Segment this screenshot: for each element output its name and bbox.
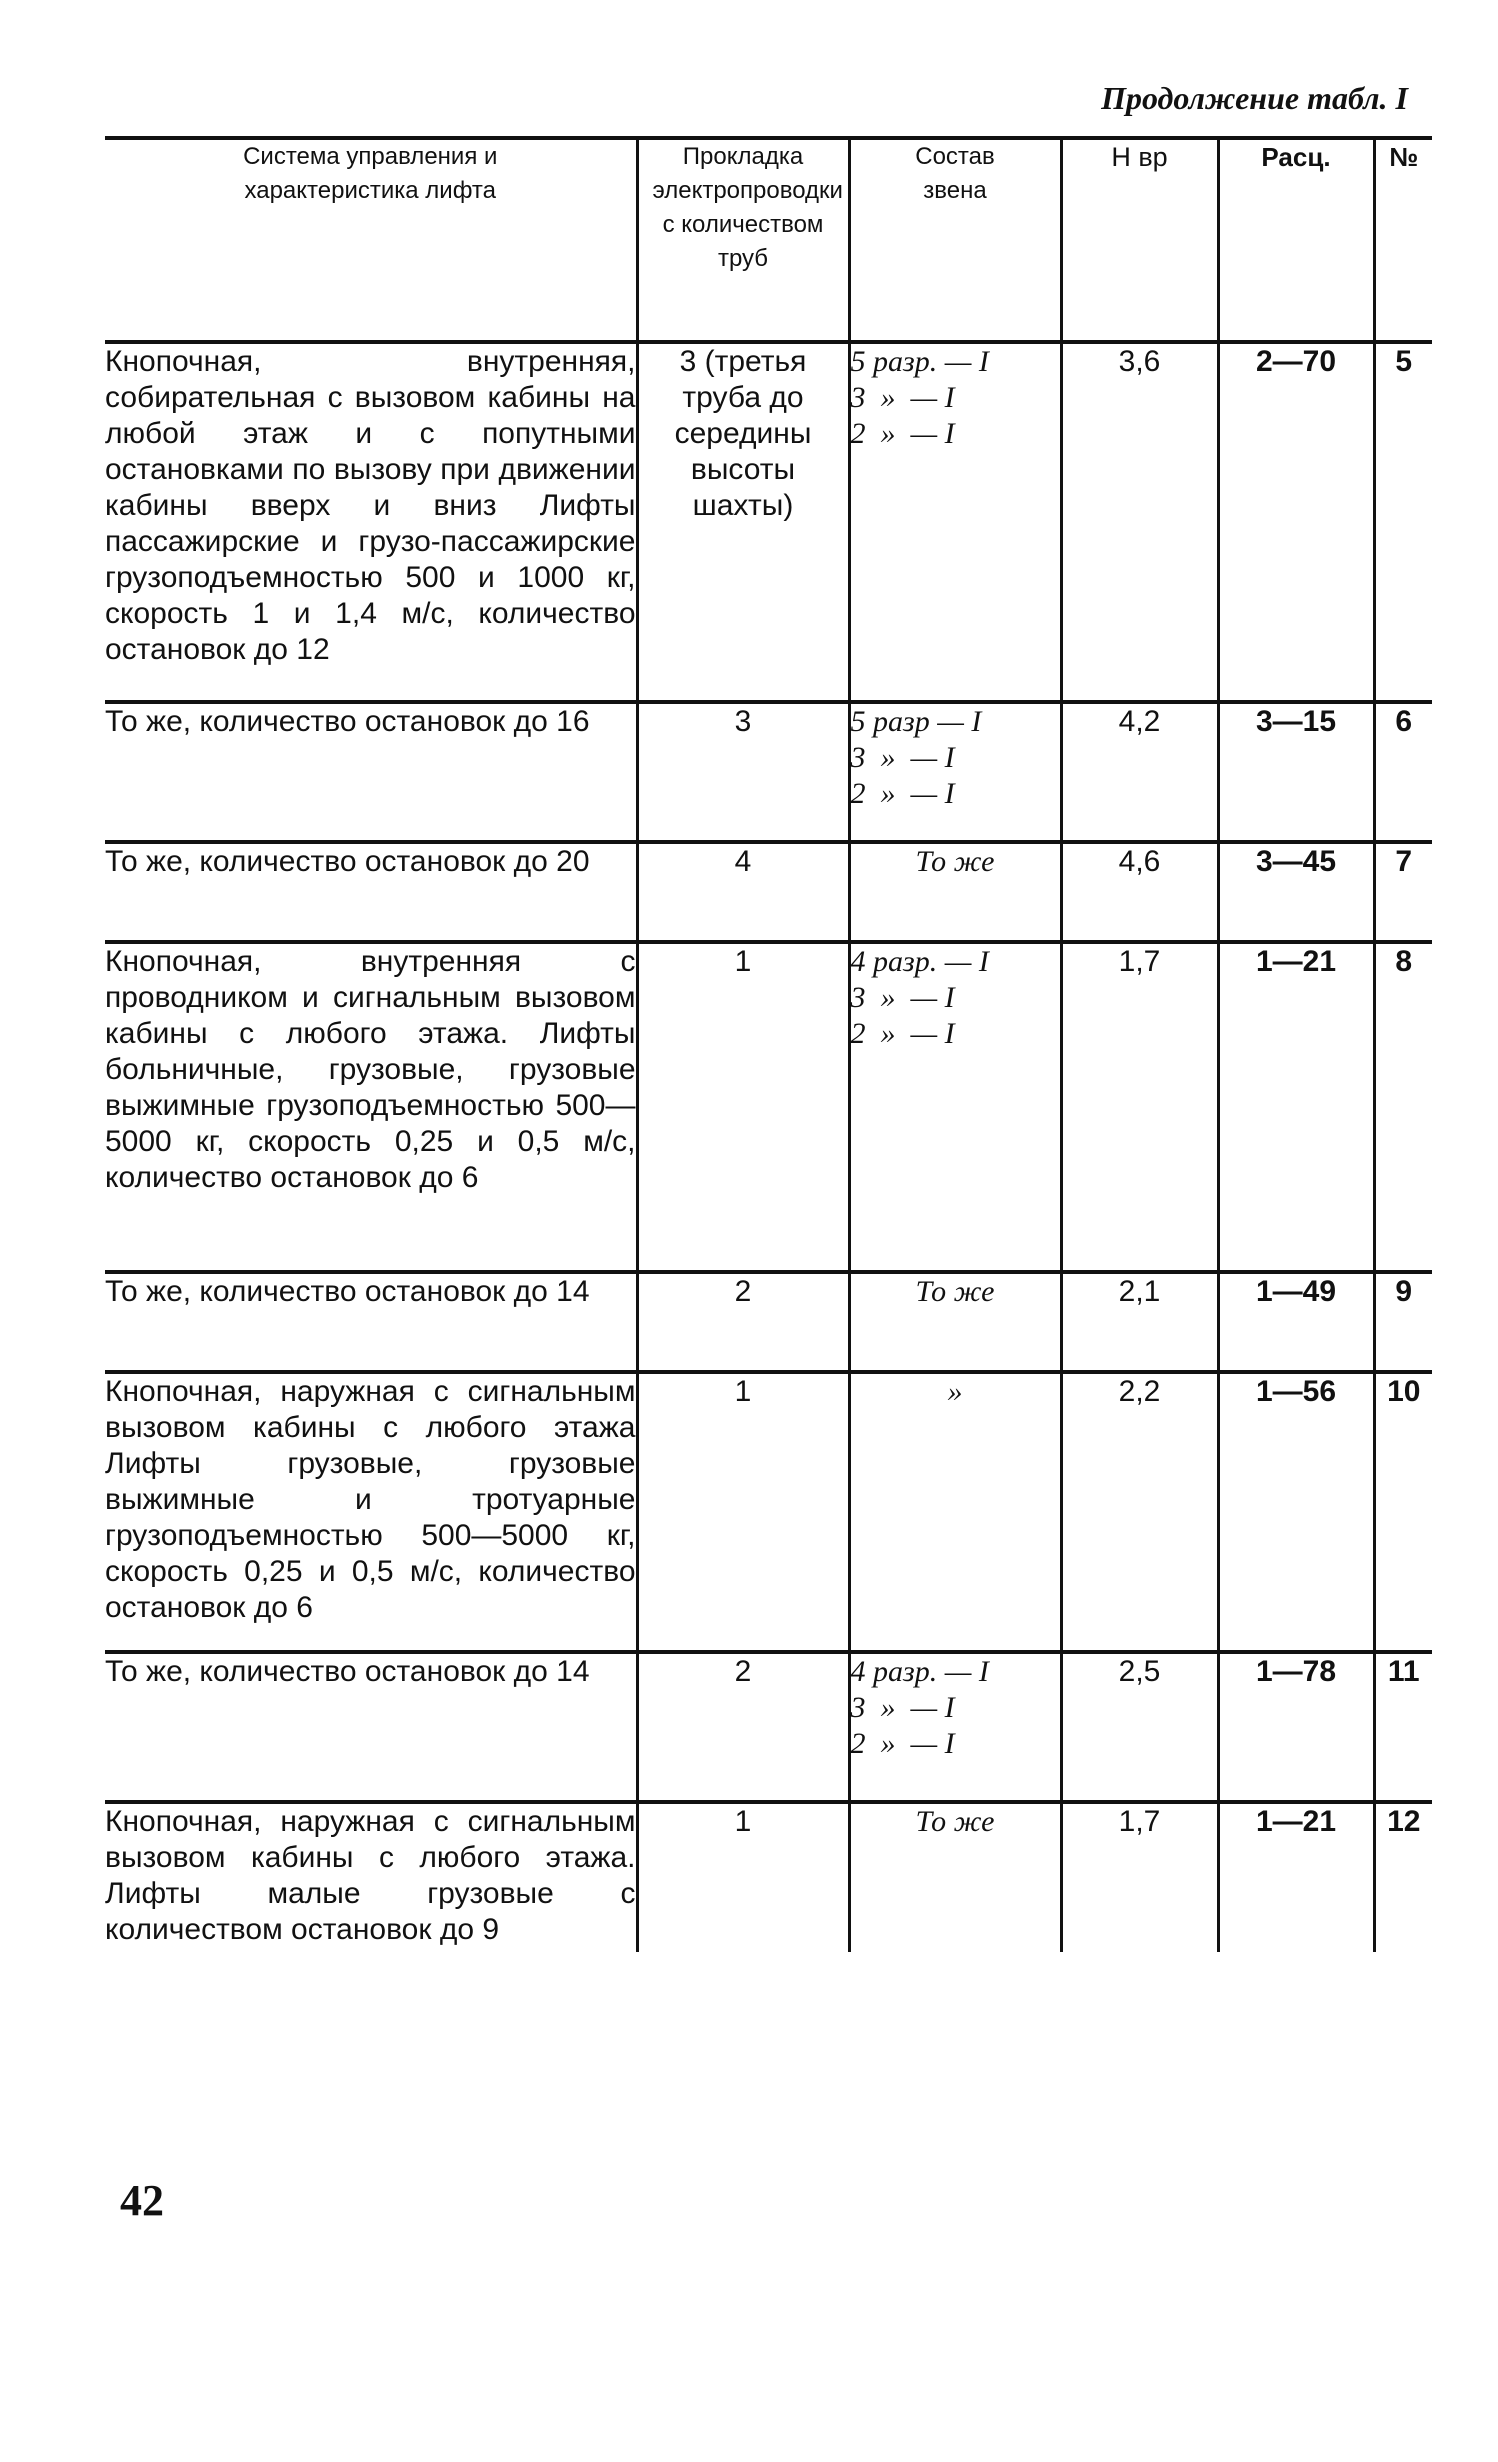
row-team <box>849 342 1061 702</box>
table-row <box>105 1652 1432 1802</box>
row-description: То же, количество остановок до 14 <box>105 1272 637 1372</box>
header-team: Состав звена <box>849 138 1061 342</box>
row-pipes: 4 <box>637 842 849 942</box>
table-row <box>105 702 1432 842</box>
row-rate: 1—21 <box>1218 1802 1374 1952</box>
row-number: 8 <box>1374 942 1432 1272</box>
row-description: Кнопочная, наружная с сигнальным вызовом кабины с любого этажа. Лифты малые грузовые с количеством остановок до 9 <box>105 1805 636 1946</box>
team-line: То же <box>915 1805 995 1838</box>
team-line: 2 » — I <box>850 1727 955 1760</box>
header-norm: Н вр <box>1061 138 1218 342</box>
row-team <box>849 1802 1061 1952</box>
page-number: 42 <box>120 2176 164 2225</box>
row-number: 5 <box>1374 342 1432 702</box>
row-number: 9 <box>1374 1272 1432 1372</box>
row-team <box>849 1272 1061 1372</box>
table-row <box>105 1372 1432 1652</box>
row-rate: 1—78 <box>1218 1652 1374 1802</box>
row-rate: 2—70 <box>1218 342 1374 702</box>
team-line: 2 » — I <box>850 1017 955 1050</box>
team-line: 5 разр — I <box>850 705 982 738</box>
table-row <box>105 1802 1432 1952</box>
table-row <box>105 942 1432 1272</box>
table-row <box>105 342 1432 702</box>
row-team <box>849 842 1061 942</box>
team-line: 2 » — I <box>850 777 955 810</box>
header-wiring: Прокладка электропроводки с количеством труб <box>637 138 849 342</box>
team-line: То же <box>915 1275 995 1308</box>
table-header-row <box>105 138 1432 342</box>
row-rate: 1—21 <box>1218 942 1374 1272</box>
row-rate: 3—15 <box>1218 702 1374 842</box>
row-team <box>849 1372 1061 1652</box>
row-number: 10 <box>1374 1372 1432 1652</box>
row-norm: 2,1 <box>1061 1272 1218 1372</box>
row-norm: 4,6 <box>1061 842 1218 942</box>
team-line: » <box>947 1375 963 1408</box>
row-description: То же, количество остановок до 16 <box>105 702 637 842</box>
row-description: То же, количество остановок до 20 <box>105 842 637 942</box>
row-team <box>849 702 1061 842</box>
header-num: № <box>1374 138 1432 342</box>
row-rate: 1—49 <box>1218 1272 1374 1372</box>
row-pipes: 3 (третья труба до середины высоты шахты) <box>637 342 849 702</box>
table-row <box>105 1272 1432 1372</box>
norms-table <box>105 136 1432 1952</box>
continuation-label: Продолжение табл. I <box>1101 80 1408 116</box>
team-line: 2 » — I <box>850 417 955 450</box>
team-line: 4 разр. — I <box>850 1655 989 1688</box>
row-number: 6 <box>1374 702 1432 842</box>
team-line: 5 разр. — I <box>850 345 989 378</box>
header-rate: Расц. <box>1218 138 1374 342</box>
row-number: 11 <box>1374 1652 1432 1802</box>
row-norm: 3,6 <box>1061 342 1218 702</box>
row-team <box>849 1652 1061 1802</box>
row-description: Кнопочная, внутренняя, собирательная с вызовом кабины на любой этаж и с попутными остановками по вызову при движении кабины вверх и вниз Лифты пассажирские и грузо-пассажирские грузоподъемностью 500 и 1000 кг, скорость 1 и 1,4 м/с, количество остановок до 12 <box>105 342 637 702</box>
row-pipes: 1 <box>637 1802 849 1952</box>
team-line: То же <box>915 845 995 878</box>
table-row <box>105 842 1432 942</box>
row-pipes: 1 <box>637 1372 849 1652</box>
row-pipes: 1 <box>637 942 849 1272</box>
team-line: 3 » — I <box>850 741 955 774</box>
row-number: 12 <box>1374 1802 1432 1952</box>
row-pipes: 2 <box>637 1272 849 1372</box>
row-norm: 2,2 <box>1061 1372 1218 1652</box>
row-norm: 1,7 <box>1061 1802 1218 1952</box>
row-rate: 3—45 <box>1218 842 1374 942</box>
team-line: 4 разр. — I <box>850 945 989 978</box>
header-system: Система управления и характеристика лифта <box>105 138 637 342</box>
row-norm: 4,2 <box>1061 702 1218 842</box>
row-number: 7 <box>1374 842 1432 942</box>
team-line: 3 » — I <box>850 381 955 414</box>
team-line: 3 » — I <box>850 1691 955 1724</box>
row-pipes: 2 <box>637 1652 849 1802</box>
row-description: То же, количество остановок до 14 <box>105 1652 637 1802</box>
row-norm: 2,5 <box>1061 1652 1218 1802</box>
row-description: Кнопочная, наружная с сигнальным вызовом кабины с любого этажа Лифты грузовые, грузовые выжимные и тротуарные грузоподъемностью 500—5000 кг, скорость 0,25 и 0,5 м/с, количество остановок до 6 <box>105 1372 637 1652</box>
row-norm: 1,7 <box>1061 942 1218 1272</box>
row-rate: 1—56 <box>1218 1372 1374 1652</box>
row-team <box>849 942 1061 1272</box>
team-line: 3 » — I <box>850 981 955 1014</box>
row-pipes: 3 <box>637 702 849 842</box>
row-description: Кнопочная, внутренняя с проводником и сигнальным вызовом кабины с любого этажа. Лифты больничные, грузовые, грузовые выжимные грузоподъемностью 500—5000 кг, скорость 0,25 и 0,5 м/с, количество остановок до 6 <box>105 942 637 1272</box>
